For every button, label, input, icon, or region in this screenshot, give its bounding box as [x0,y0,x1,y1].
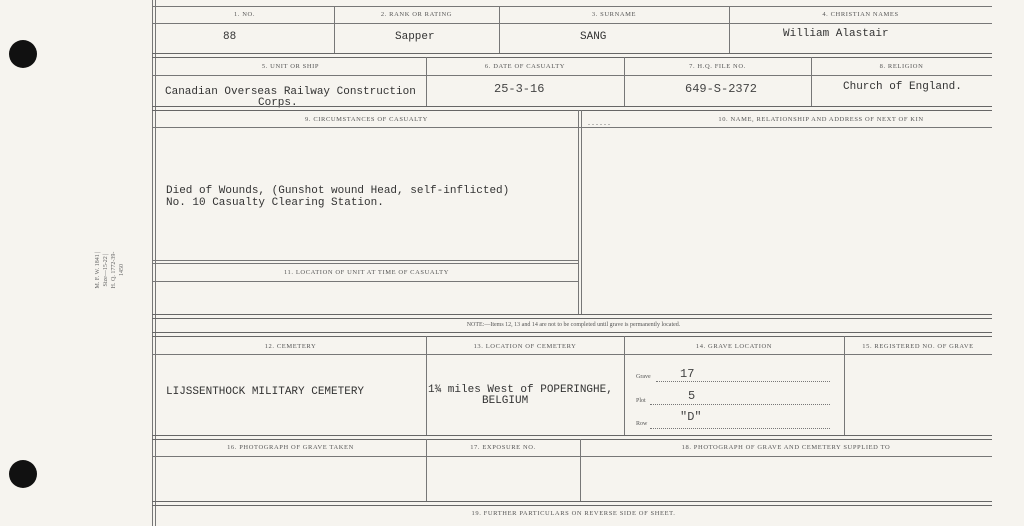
unit-location-label: 11. LOCATION OF UNIT AT TIME OF CASUALTY [283,269,450,276]
cemetery-location-line1: 1¾ miles West of POPERINGHE, [428,384,613,396]
grave-value: 17 [680,367,695,381]
christian-names-value: William Alastair [783,28,889,40]
rule [152,75,992,76]
surname-value: SANG [580,31,607,43]
rule [152,501,992,506]
cemetery-location-label: 13. LOCATION OF CEMETERY [473,343,577,350]
plot-value: 5 [688,389,696,403]
date-label: 6. DATE OF CASUALTY [484,63,566,70]
rule [426,336,427,436]
rule [152,260,578,261]
file-no-value: 649-S-2372 [685,82,758,96]
rule [152,435,992,440]
no-label: 1. NO. [233,11,256,18]
circumstances-line2: No. 10 Casualty Clearing Station. [166,197,384,209]
religion-label: 8. RELIGION [879,63,924,70]
grave-location-label: 14. GRAVE LOCATION [695,343,773,350]
rule [152,354,992,355]
rule [152,332,992,337]
rule [152,23,992,24]
unit-value-line2: Corps. [258,97,298,109]
punch-hole-top [9,40,37,68]
rank-label: 2. RANK OR RATING [380,11,453,18]
no-value: 88 [223,31,237,43]
next-of-kin-label: 10. NAME, RELATIONSHIP AND ADDRESS OF NEXT OF KIN [718,116,924,123]
kin-dots: . . . . . . [588,118,610,127]
rule [152,53,992,58]
photo-taken-label: 16. PHOTOGRAPH OF GRAVE TAKEN [227,444,354,451]
religion-value: Church of England. [843,81,962,93]
rule [624,336,625,436]
row-word: Row [636,421,648,427]
cemetery-value: LIJSSENTHOCK MILITARY CEMETERY [166,386,365,398]
rank-value: Sapper [395,31,435,43]
exposure-label: 17. EXPOSURE NO. [470,444,536,451]
rule [152,281,578,282]
punch-hole-bottom [9,460,37,488]
side-print: M. F. W. 1841 | Size—15-22 | H. Q. 1772-39-1450 [95,251,125,289]
unit-value-line1: Canadian Overseas Railway Construction [165,86,416,98]
plot-dotted-line [650,403,830,405]
rule [844,336,845,436]
photo-supplied-label: 18. PHOTOGRAPH OF GRAVE AND CEMETERY SUPPLIED TO [681,444,891,451]
christian-names-label: 4. CHRISTIAN NAMES [822,11,899,18]
rule [152,6,992,7]
rule [152,314,992,319]
row-value: "D" [680,410,702,424]
rule [152,127,992,128]
rule [578,110,579,315]
unit-label: 5. UNIT OR SHIP [261,63,320,70]
registered-no-label: 15. REGISTERED NO. OF GRAVE [862,343,974,350]
circumstances-label: 9. CIRCUMSTANCES OF CASUALTY [305,116,428,123]
rule [152,263,578,264]
date-value: 25-3-16 [494,82,545,96]
cemetery-location-line2: BELGIUM [482,395,529,407]
footer-note: 19. FURTHER PARTICULARS ON REVERSE SIDE OF SHEET. [471,510,676,517]
circumstances-line1: Died of Wounds, (Gunshot wound Head, self-inflicted) [166,185,510,197]
plot-word: Plot [636,398,646,404]
grave-word: Grave [636,374,651,380]
rule [152,106,992,111]
cemetery-label: 12. CEMETERY [264,343,317,350]
row-dotted-line [650,427,830,429]
rule [152,456,992,457]
file-no-label: 7. H.Q. FILE NO. [689,63,746,70]
surname-label: 3. SURNAME [591,11,637,18]
note: NOTE:—Items 12, 13 and 14 are not to be completed until grave is permanently located. [466,322,681,328]
rule [581,110,582,315]
